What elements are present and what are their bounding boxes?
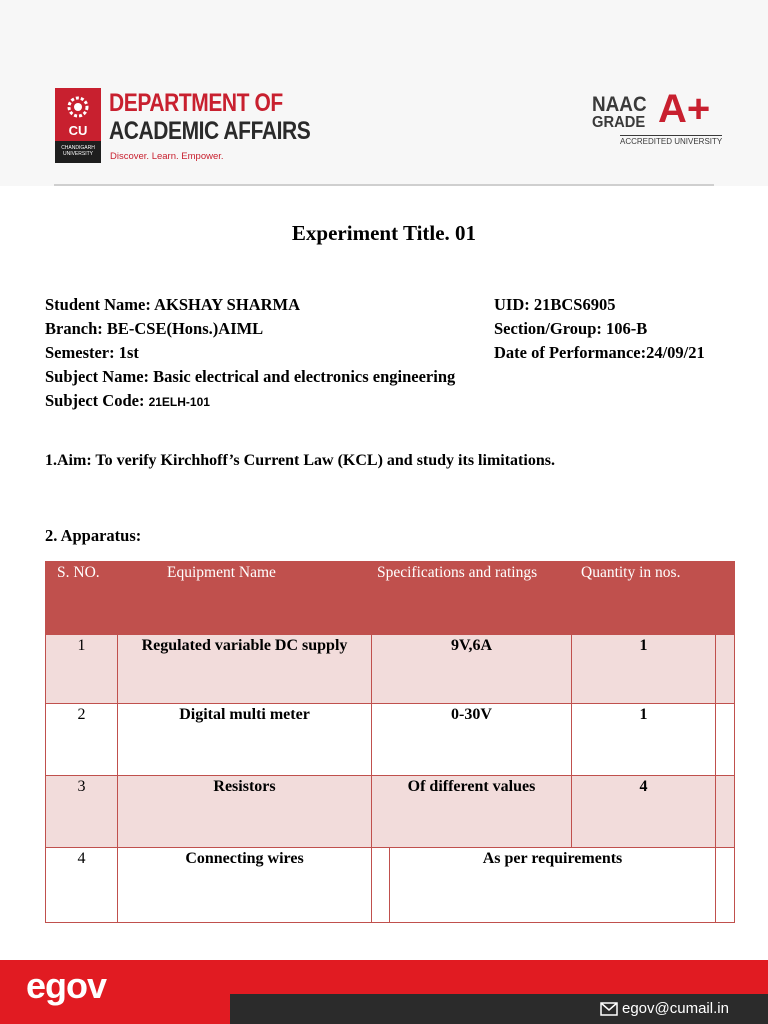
cell-spec: Of different values [371,776,571,847]
semester: Semester: 1st [45,343,139,362]
footer-red-band [0,960,768,994]
apparatus-table [45,561,735,923]
table-row [45,848,735,923]
cell-sno: 4 [45,848,117,922]
apparatus-heading: 2. Apparatus: [45,526,142,545]
cell-sno: 3 [45,776,117,847]
cell-equipment: Connecting wires [117,848,371,922]
student-name: Student Name: AKSHAY SHARMA [45,295,301,314]
uid: UID: 21BCS6905 [494,295,616,314]
logo-text: CU [68,123,88,138]
cell-equipment: Digital multi meter [117,704,371,775]
mail-icon [600,1002,618,1016]
egov-logo: egov [26,965,107,1006]
experiment-title: Experiment Title. 01 [291,221,477,245]
aim: 1.Aim: To verify Kirchhoff’s Current Law (KCL) and study its limitations. [45,452,555,469]
section-group: Section/Group: 106-B [494,319,648,338]
subject-code-line [45,389,455,414]
cell-empty [715,776,735,847]
footer-email [600,1000,729,1018]
cell-spec: 0-30V [371,704,571,775]
student-details-right [494,293,705,365]
cell-equipment: Resistors [117,776,371,847]
letterhead [0,0,768,186]
header-equipment: Equipment Name [167,564,276,581]
subject-name: Subject Name: Basic electrical and electronics engineering [45,367,456,386]
table-header [45,561,735,635]
footer [0,960,768,1024]
accredited-label: ACCREDITED UNIVERSITY [620,137,723,146]
cell-spec: As per requirements [389,848,715,922]
cell-equipment: Regulated variable DC supply [117,635,371,703]
tagline: Discover. Learn. Empower. [110,151,224,162]
department-name [109,89,310,145]
naac-grade: A+ [658,87,711,131]
header-divider [54,184,714,186]
naac-badge [592,87,723,147]
subject-code-label: Subject Code: [45,391,149,410]
table-row [45,704,735,776]
email-text: egov@cumail.in [622,1000,729,1017]
subject-code: 21ELH-101 [148,395,210,409]
header-specifications: Specifications and ratings [377,564,538,581]
naac-label: NAAC [592,93,647,116]
cu-logo [55,88,101,163]
department-line-1: DEPARTMENT OF [109,89,283,117]
cell-empty [715,635,735,703]
cell-sno: 2 [45,704,117,775]
header-sno: S. NO. [57,564,100,581]
date-of-performance: Date of Performance:24/09/21 [494,343,705,362]
header-quantity: Quantity in nos. [581,564,681,581]
department-line-2: ACADEMIC AFFAIRS [109,117,311,145]
logo-subtext: CHANDIGARH UNIVERSITY [55,141,101,163]
branch: Branch: BE-CSE(Hons.)AIML [45,319,264,338]
student-details-left [45,293,455,414]
cell-empty [371,848,389,922]
table-row [45,776,735,848]
cell-sno: 1 [45,635,117,703]
cell-empty [715,848,735,922]
grade-label: GRADE [592,114,646,131]
cell-qty: 4 [571,776,715,847]
cell-qty: 1 [571,704,715,775]
table-row [45,635,735,704]
cell-qty: 1 [571,635,715,703]
cell-empty [715,704,735,775]
gear-emblem-icon [64,93,92,121]
cell-spec: 9V,6A [371,635,571,703]
